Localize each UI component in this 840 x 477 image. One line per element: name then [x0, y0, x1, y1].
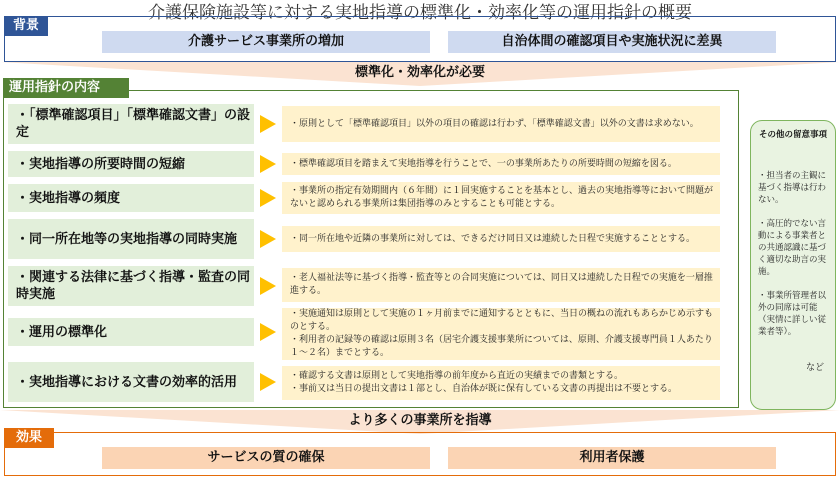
effect-item-quality: サービスの質の確保 [102, 447, 430, 469]
side-note-item: ・担当者の主観に基づく指導は行わない。 [758, 171, 827, 205]
row-arrow-icon [260, 155, 276, 173]
row-label-frequency: ・実地指導の頻度 [8, 184, 254, 212]
row-arrow-icon [260, 373, 276, 391]
more-offices-arrow-label: より多くの事業所を指導 [348, 413, 492, 428]
background-item-1: 介護サービス事業所の増加 [102, 31, 430, 53]
row-arrow-icon [260, 323, 276, 341]
row-desc-time-reduction: ・標準確認項目を踏まえて実地指導を行うことで、一の事業所あたりの所要時間の短縮を図る。 [282, 153, 720, 175]
row-label-document-use: ・実地指導における文書の効率的活用 [8, 362, 254, 402]
background-item-2: 自治体間の確認項目や実施状況に差異 [448, 31, 776, 53]
row-arrow-icon [260, 115, 276, 133]
side-note-etc: など [805, 363, 824, 373]
content-tag: 運用指針の内容 [3, 78, 129, 98]
row-desc-standard-items: ・原則として「標準確認項目」以外の項目の確認は行わず、「標準確認文書」以外の文書は求めない。 [282, 106, 720, 142]
row-label-standardization: ・運用の標準化 [8, 318, 254, 346]
row-arrow-icon [260, 230, 276, 248]
row-desc-standardization: ・実施通知は原則として実施の１ヶ月前までに通知するとともに、当日の概ねの流れもあらかじめ示すものとする。 ・利用者の記録等の確認は原則３名（居宅介護支援事業所については、原則、介護支援専門員１人あたり１～２名）までとする。 [282, 308, 720, 360]
side-note-item: ・高圧的でない言動による事業者との共通認識に基づく適切な助言の実施。 [758, 219, 827, 277]
row-label-related-laws: ・関連する法律に基づく指導・監査の同時実施 [8, 266, 254, 306]
row-desc-related-laws: ・老人福祉法等に基づく指導・監査等との合同実施については、同日又は連続した日程での実施を一層推進する。 [282, 268, 720, 302]
effect-item-protection: 利用者保護 [448, 447, 776, 469]
row-desc-frequency: ・事業所の指定有効期間内（６年間）に１回実施することを基本とし、過去の実地指導等において問題がないと認められる事業所は集団指導のみとすることも可能とする。 [282, 182, 720, 214]
row-label-standard-items: ・「標準確認項目」「標準確認文書」の設定 [8, 104, 254, 144]
effect-tag: 効果 [4, 428, 54, 448]
background-tag: 背景 [4, 16, 48, 36]
row-desc-same-location: ・同一所在地や近隣の事業所に対しては、できるだけ同日又は連続した日程で実施することとする。 [282, 226, 720, 252]
row-arrow-icon [260, 277, 276, 295]
row-label-time-reduction: ・実地指導の所要時間の短縮 [8, 151, 254, 177]
need-arrow-label: 標準化・効率化が必要 [354, 65, 485, 80]
side-note-item: ・事業所管理者以外の同席は可能（実情に詳しい従業者等）。 [758, 291, 827, 337]
row-label-same-location: ・同一所在地等の実地指導の同時実施 [8, 219, 254, 259]
page-title: 介護保険施設等に対する実地指導の標準化・効率化等の運用指針の概要 [148, 3, 692, 23]
side-note-title: その他の留意事項 [758, 130, 827, 140]
row-desc-document-use: ・確認する文書は原則として実地指導の前年度から直近の実績までの書類とする。 ・事前又は当日の提出文書は１部とし、自治体が既に保有している文書の再提出は不要とする。 [282, 366, 720, 400]
side-note-list [758, 170, 832, 338]
row-arrow-icon [260, 189, 276, 207]
more-offices-arrow [0, 410, 840, 434]
